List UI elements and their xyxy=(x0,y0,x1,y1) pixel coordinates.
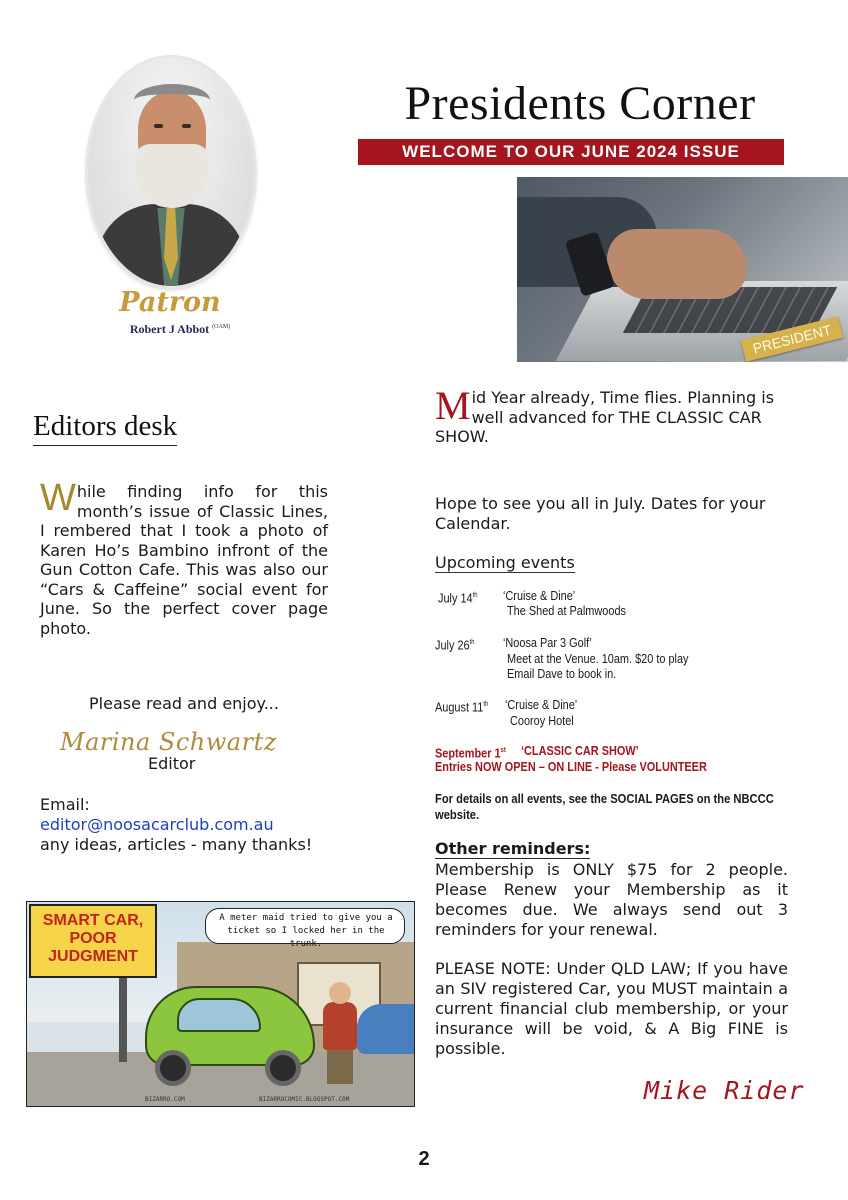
editor-dropcap: W xyxy=(40,477,76,519)
patron-name: Robert J Abbot $^{(OAM)}$ xyxy=(129,322,231,336)
event-date: July 26th xyxy=(435,637,475,653)
editor-email-link[interactable]: editor@noosacarclub.com.au xyxy=(40,815,274,834)
cartoon-credit-left: BIZARRO.COM xyxy=(145,1096,185,1103)
editor-ideas-text: any ideas, articles - many thanks! xyxy=(40,835,313,854)
president-dropcap: M xyxy=(435,383,471,428)
cartoon-credit-right: BIZARROCOMIC.BLOGSPOT.COM xyxy=(259,1096,350,1103)
email-label: Email: xyxy=(40,795,90,814)
other-reminders-heading: Other reminders: xyxy=(435,839,591,858)
patron-title: Patron xyxy=(119,287,221,318)
event-detail: Entries NOW OPEN – ON LINE - Please VOLUNTEER xyxy=(435,759,707,774)
page-title: Presidents Corner xyxy=(404,77,756,130)
upcoming-events-heading: Upcoming events xyxy=(435,553,575,572)
events-details: For details on all events, see the SOCIAL PAGES on the NBCCC website. xyxy=(435,791,774,822)
president-signature: Mike Rider xyxy=(644,1076,805,1105)
event-detail: Meet at the Venue. 10am. $20 to play xyxy=(507,651,689,666)
editor-signature: Marina Schwartz xyxy=(60,728,277,756)
cartoon-image xyxy=(26,901,415,1107)
editor-enjoy-text: Please read and enjoy... xyxy=(89,694,279,713)
welcome-banner: WELCOME TO OUR JUNE 2024 ISSUE xyxy=(358,139,784,165)
event-detail: Cooroy Hotel xyxy=(510,713,574,728)
event-detail: Email Dave to book in. xyxy=(507,666,617,681)
event-title: ‘Cruise & Dine’ xyxy=(505,697,578,712)
patron-portrait xyxy=(88,58,254,286)
editors-desk-heading: Editors desk xyxy=(33,410,177,446)
event-title: ‘CLASSIC CAR SHOW’ xyxy=(521,743,639,758)
editors-desk-body: While finding info for this month’s issue of Classic Lines, I rembered that I took a photo of Karen Ho’s Bambino infront of the Gun Cotton Cafe. This was also our “Cars & Caffeine” social event for June. So the perfect cover page photo. xyxy=(40,477,328,638)
event-date: July 14th xyxy=(438,590,478,606)
page-number: 2 xyxy=(418,1148,430,1170)
cartoon-sign: SMART CAR, POOR JUDGMENT xyxy=(29,904,157,978)
president-intro: Mid Year already, Time flies. Planning is well advanced for THE CLASSIC CAR SHOW. xyxy=(435,383,775,446)
event-detail: The Shed at Palmwoods xyxy=(507,603,626,618)
president-hope: Hope to see you all in July. Dates for your Calendar. xyxy=(435,494,766,533)
event-date: September 1st xyxy=(435,745,506,761)
editor-role: Editor xyxy=(148,754,196,773)
event-date: August 11th xyxy=(435,699,489,715)
other-reminders-body: Membership is ONLY $75 for 2 people. Please Renew your Membership as it becomes due. We always send out 3 reminders for your renewal. xyxy=(435,860,788,939)
event-title: ‘Noosa Par 3 Golf’ xyxy=(503,635,592,650)
president-tag: PRESIDENT xyxy=(741,316,843,362)
qld-law-note: PLEASE NOTE: Under QLD LAW; If you have an SIV registered Car, you MUST maintain a current financial club membership, or your insurance will be void, & A Big FINE is possible. xyxy=(435,959,788,1058)
cartoon-speech-bubble: A meter maid tried to give you a ticket so I locked her in the trunk. xyxy=(205,908,405,944)
event-title: ‘Cruise & Dine’ xyxy=(503,588,576,603)
president-laptop-image xyxy=(517,177,848,362)
